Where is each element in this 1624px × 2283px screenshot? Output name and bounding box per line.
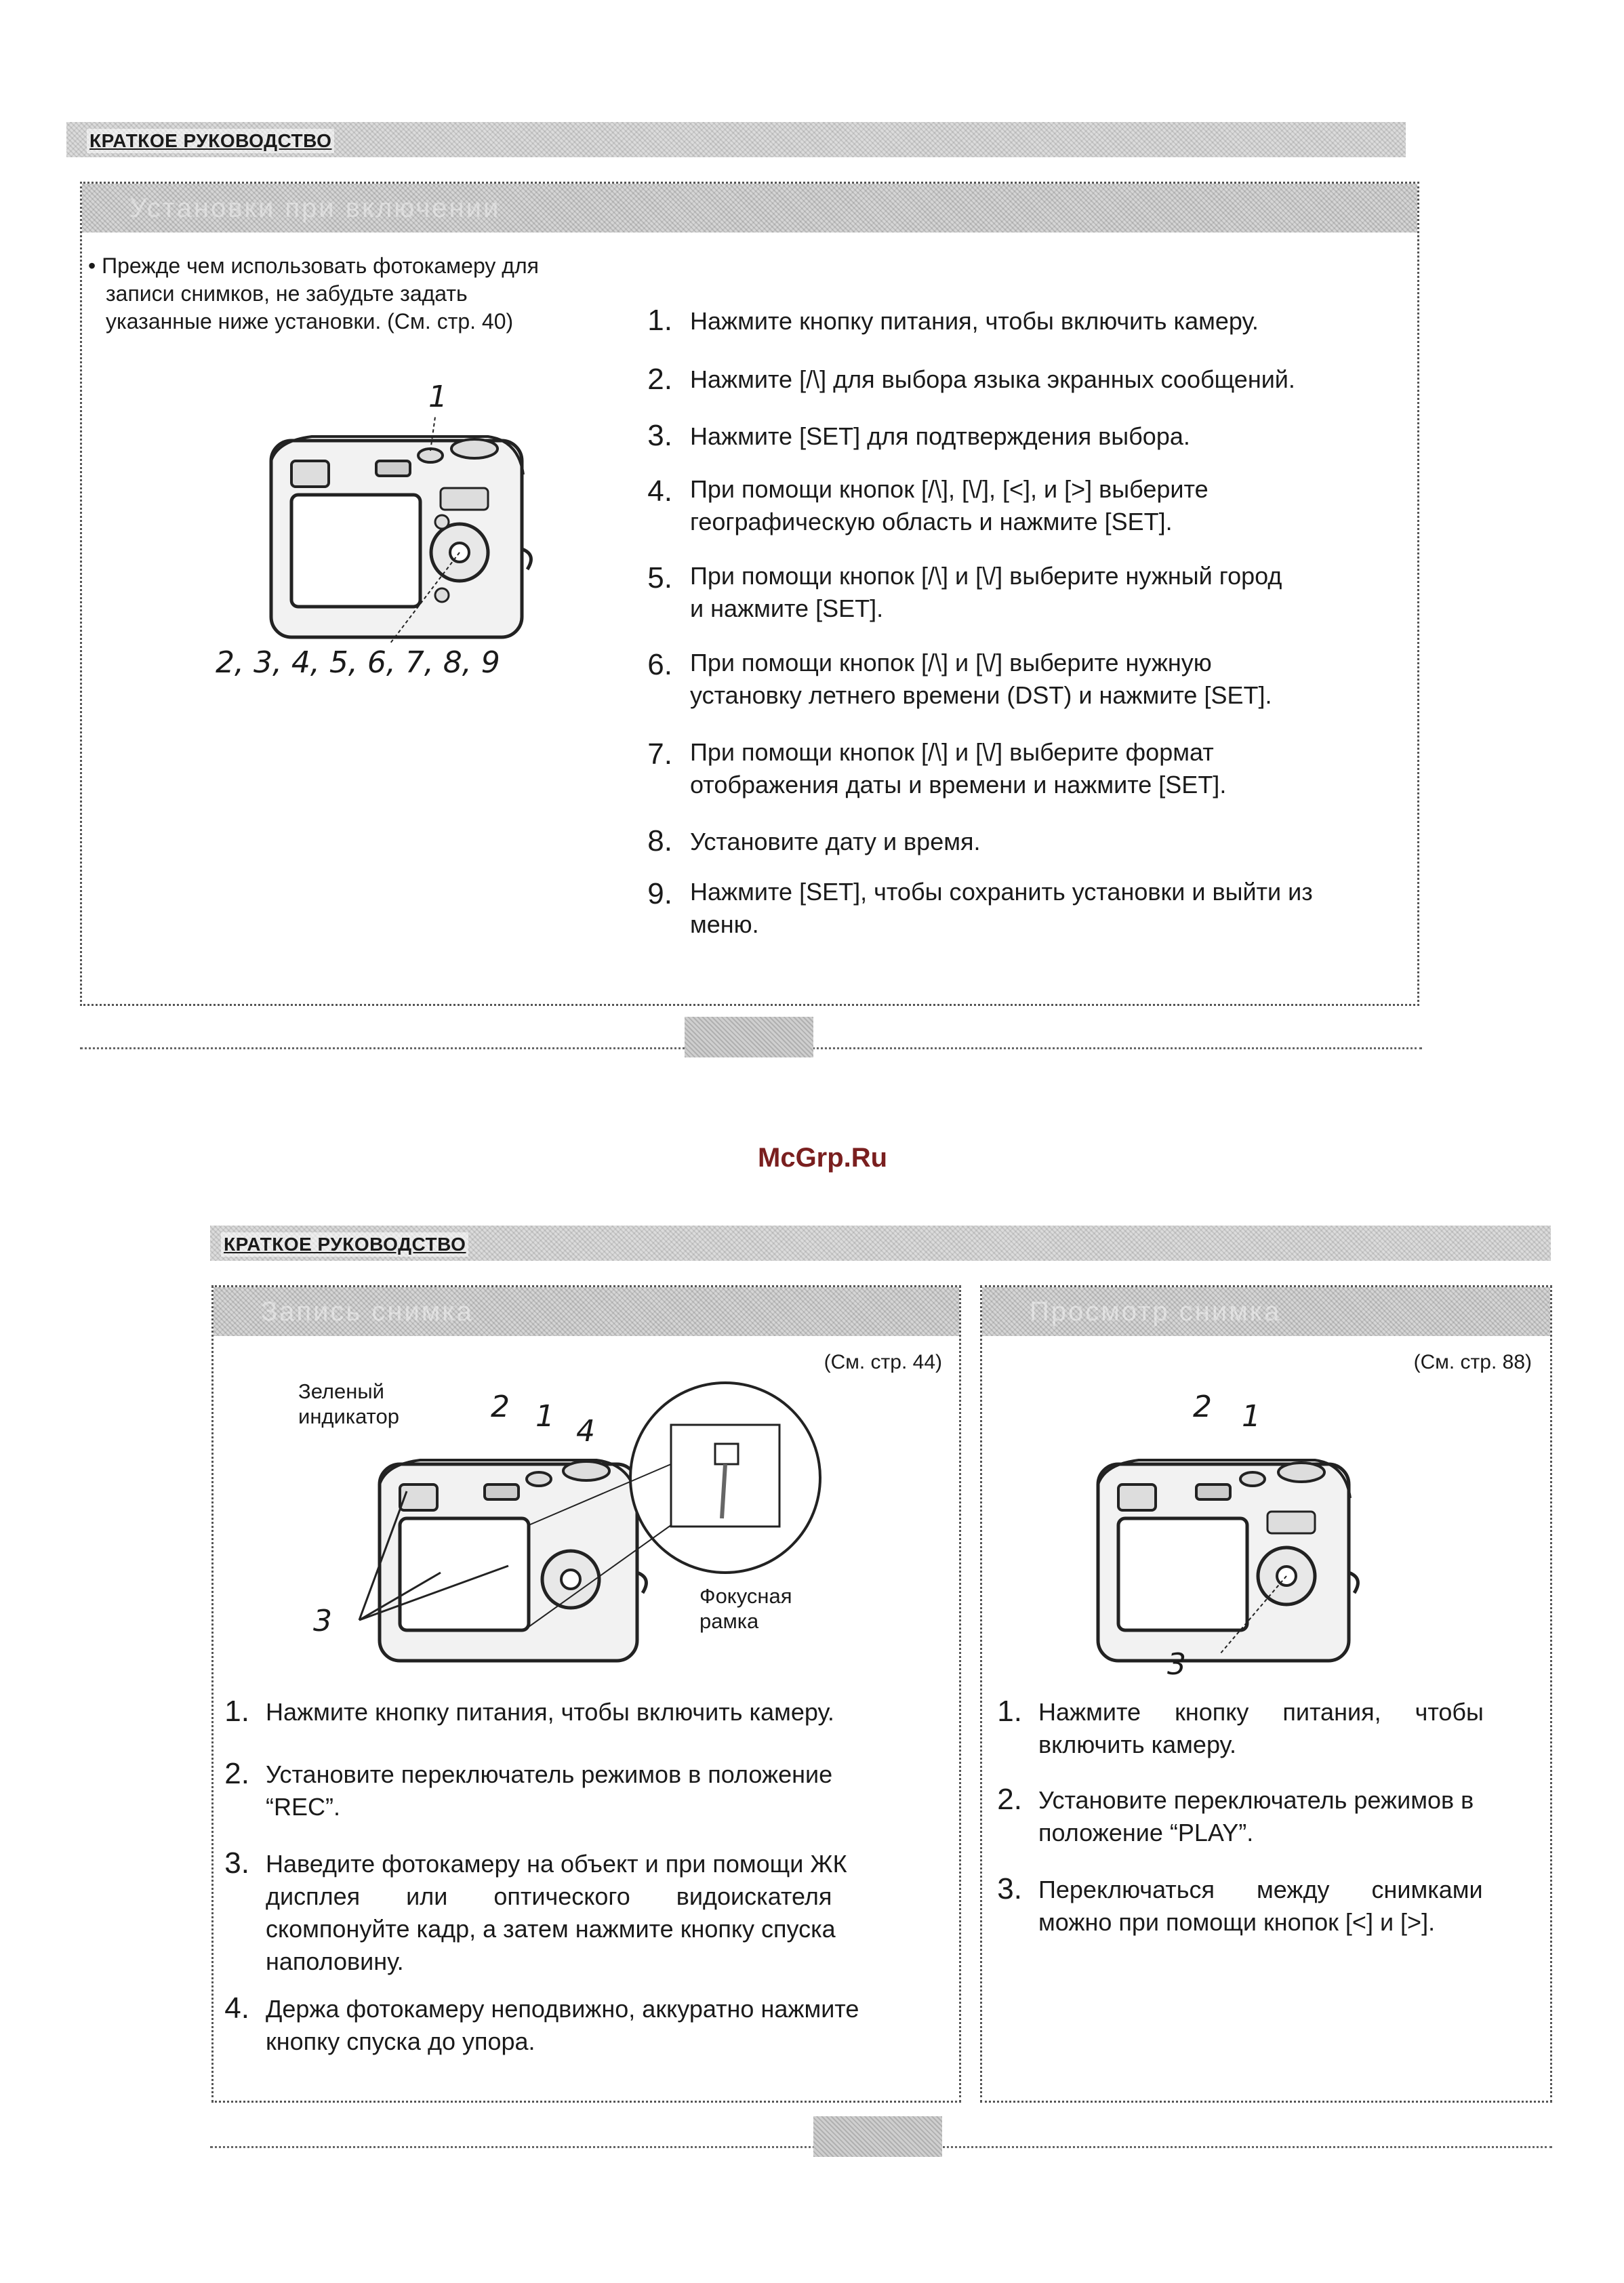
playback-callout-3: 3: [1167, 1647, 1186, 1682]
step-line: географическую область и нажмите [SET].: [690, 508, 1173, 536]
step-line: Нажмите кнопку питания, чтобы включить камеру.: [690, 307, 1259, 335]
step-line: При помощи кнопок [/\] и [\/] выберите нужный город: [690, 562, 1282, 590]
top-box-title-bar: [82, 184, 1417, 233]
step-line: дисплея или оптического видоискателя: [266, 1882, 832, 1910]
step-line: положение “PLAY”.: [1038, 1819, 1254, 1846]
watermark: McGrp.Ru: [758, 1143, 888, 1173]
step-number: 2.: [997, 1783, 1022, 1816]
step-text: [690, 876, 1402, 941]
step-text: [690, 363, 1388, 396]
top-note-line: указанные ниже установки. (См. стр. 40): [106, 309, 514, 334]
playback-page-ref: (См. стр. 88): [1413, 1351, 1532, 1373]
camera-lcd: [291, 495, 420, 607]
step-line: установку летнего времени (DST) и нажмите [SET].: [690, 681, 1272, 709]
step-line: “REC”.: [266, 1793, 340, 1821]
step-line: При помощи кнопок [/\], [\/], [<], и [>] выберите: [690, 475, 1209, 503]
top-callout-1: 1: [428, 380, 447, 414]
step-number: 7.: [647, 738, 672, 771]
camera-shutter-button: [1278, 1463, 1324, 1482]
step-text: [690, 420, 1388, 453]
step-number: 3.: [647, 419, 672, 452]
step-number: 5.: [647, 561, 672, 594]
step-text: [1038, 1784, 1535, 1849]
camera-lcd: [1118, 1518, 1247, 1630]
step-text: [690, 560, 1388, 625]
record-box-title-bar: [214, 1287, 959, 1336]
step-line: отображения даты и времени и нажмите [SET].: [690, 771, 1227, 799]
camera-shutter-button: [451, 439, 498, 458]
step-text: [690, 826, 1388, 858]
step-text: [1038, 1696, 1535, 1761]
step-number: 2.: [224, 1757, 249, 1790]
step-line: Переключаться между снимками: [1038, 1876, 1483, 1903]
playback-callout-2: 2: [1193, 1390, 1212, 1424]
record-callout-4: 4: [576, 1414, 595, 1449]
step-number: 9.: [647, 877, 672, 910]
step-line: Установите дату и время.: [690, 828, 981, 855]
camera-power-button: [527, 1472, 551, 1486]
caption-line: рамка: [699, 1609, 759, 1633]
step-text: [1038, 1874, 1535, 1939]
step-number: 3.: [997, 1872, 1022, 1905]
caption-line: индикатор: [298, 1405, 399, 1428]
step-line: скомпонуйте кадр, а затем нажмите кнопку спуска: [266, 1915, 836, 1943]
camera-back-illustration: [258, 413, 542, 658]
step-number: 4.: [647, 474, 672, 508]
step-line: наполовину.: [266, 1947, 404, 1975]
camera-record-illustration: [305, 1396, 888, 1681]
step-line: кнопку спуска до упора.: [266, 2027, 535, 2055]
step-number: 1.: [997, 1695, 1022, 1728]
record-page-ref: (См. стр. 44): [824, 1351, 942, 1373]
step-line: Установите переключатель режимов в: [1038, 1786, 1474, 1814]
step-text: [266, 1848, 940, 1978]
step-line: При помощи кнопок [/\] и [\/] выберите формат: [690, 738, 1214, 766]
camera-viewfinder: [291, 461, 329, 487]
camera-mode-switch: [485, 1484, 519, 1499]
step-text: [690, 305, 1388, 338]
caption-line: Зеленый: [298, 1379, 384, 1403]
step-number: 8.: [647, 824, 672, 857]
step-line: Нажмите [SET], чтобы сохранить установки и выйти из: [690, 878, 1313, 906]
camera-lcd: [400, 1518, 529, 1630]
step-line: Наведите фотокамеру на объект и при помощи ЖК: [266, 1850, 847, 1878]
step-line: можно при помощи кнопок [<] и [>].: [1038, 1908, 1436, 1936]
step-text: [690, 736, 1388, 801]
caption-line: Фокусная: [699, 1584, 792, 1608]
step-line: Нажмите [SET] для подтверждения выбора.: [690, 422, 1190, 450]
step-number: 1.: [647, 304, 672, 337]
step-number: 2.: [647, 363, 672, 396]
playback-box: [980, 1285, 1552, 2103]
camera-playback-illustration: [1084, 1437, 1369, 1681]
step-line: и нажмите [SET].: [690, 594, 884, 622]
step-line: Держа фотокамеру неподвижно, аккуратно нажмите: [266, 1995, 859, 2023]
top-callout-steps: 2, 3, 4, 5, 6, 7, 8, 9: [216, 645, 500, 680]
record-callout-3: 3: [313, 1604, 332, 1638]
focus-frame-caption: [699, 1583, 792, 1634]
step-number: 4.: [224, 1992, 249, 2025]
step-text: [266, 1758, 940, 1823]
record-callout-1: 1: [535, 1399, 554, 1434]
top-note-line: • Прежде чем использовать фотокамеру для: [88, 254, 539, 278]
step-number: 6.: [647, 648, 672, 681]
step-line: Нажмите [/\] для выбора языка экранных сообщений.: [690, 365, 1295, 393]
camera-mode-switch: [376, 461, 410, 476]
top-note: [88, 252, 603, 336]
top-note-line: записи снимков, не забудьте задать: [106, 281, 468, 306]
playback-box-title: Просмотр снимка: [1030, 1297, 1282, 1327]
camera-viewfinder: [1118, 1484, 1156, 1510]
bottom-header-label: КРАТКОЕ РУКОВОДСТВО: [221, 1232, 468, 1257]
step-line: При помощи кнопок [/\] и [\/] выберите нужную: [690, 649, 1212, 676]
step-line: Нажмите кнопку питания, чтобы: [1038, 1698, 1484, 1726]
step-line: Установите переключатель режимов в положение: [266, 1760, 833, 1788]
bottom-page-tab: [813, 2116, 942, 2157]
step-text: [690, 473, 1388, 538]
top-header-label: КРАТКОЕ РУКОВОДСТВО: [87, 129, 334, 153]
step-number: 3.: [224, 1846, 249, 1880]
playback-callout-1: 1: [1242, 1399, 1261, 1434]
top-box-title: Установки при включении: [129, 193, 501, 223]
record-callout-2: 2: [491, 1390, 510, 1424]
playback-box-title-bar: [982, 1287, 1550, 1336]
camera-shutter-button: [563, 1461, 609, 1480]
top-page-tab: [685, 1017, 813, 1057]
camera-mode-switch: [1196, 1484, 1230, 1499]
step-text: [266, 1993, 940, 2058]
step-number: 1.: [224, 1695, 249, 1728]
step-text: [690, 647, 1388, 712]
camera-power-button: [1240, 1472, 1265, 1486]
step-line: меню.: [690, 910, 759, 938]
step-line: включить камеру.: [1038, 1731, 1236, 1758]
step-line: Нажмите кнопку питания, чтобы включить камеру.: [266, 1698, 834, 1726]
record-box-title: Запись снимка: [261, 1297, 474, 1327]
step-text: [266, 1696, 940, 1729]
